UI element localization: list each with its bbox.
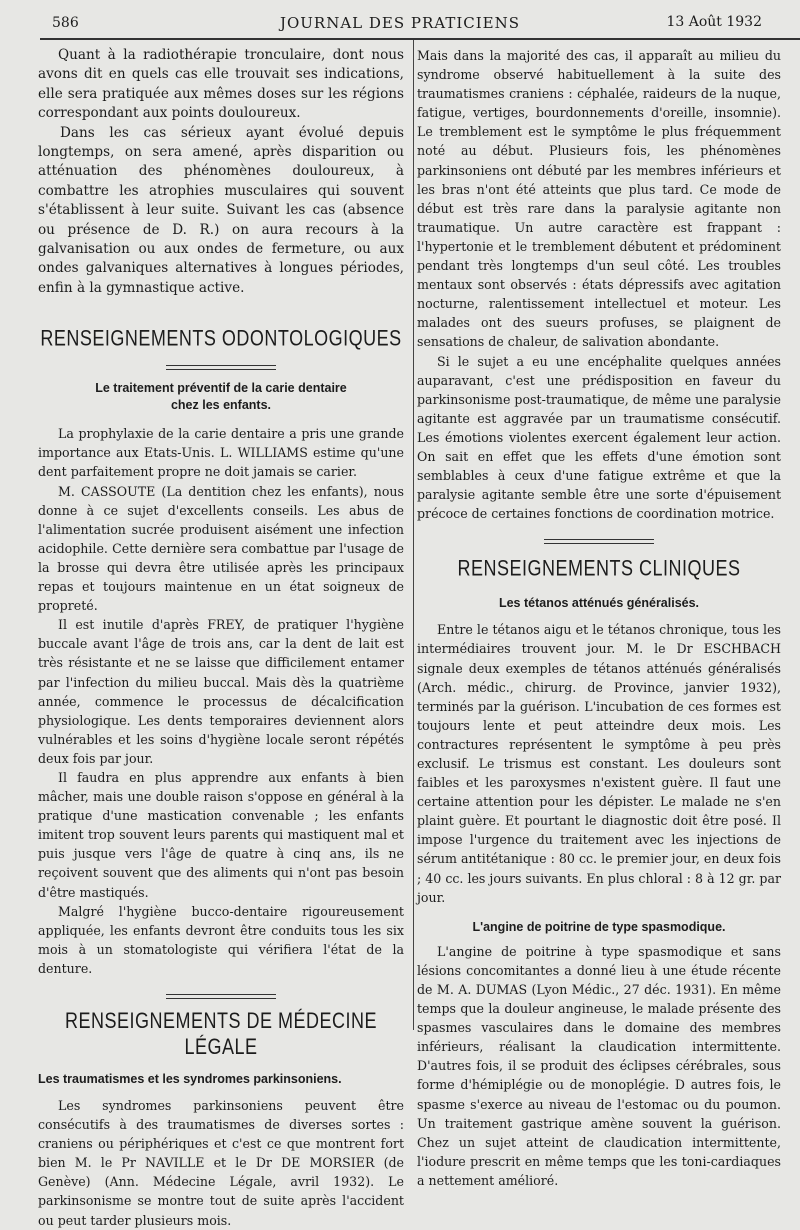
article-heading: Le traitement préventif de la carie dentaire — [95, 381, 347, 396]
section-heading: RENSEIGNEMENTS CLINIQUES — [457, 555, 741, 581]
paragraph: Si le sujet a eu une encéphalite quelques années auparavant, c'est une prédisposition en faveur du parkinsonisme post-traumatique, de même une paralysie agitante est aggravée par un traumatisme consécutif. Les émotions violentes exercent également leur action. On sait en effet que les effets d'une émotion sont semblables à ceux d'une fatigue extrême et que la paralysie agitante semble être une sorte d'épuisement précoce de certaines fonctions de coordination motrice. — [417, 353, 781, 522]
paragraph: Les syndromes parkinsoniens peuvent être consécutifs à des traumatismes de diverses sortes : craniens ou périphériques et c'est ce que montrent fort bien M. le Pr NAVILLE et le Dr DE MORSIER (de Genève) (Ann. Médecine Légale, avril 1932). Le parkinsonisme se montre tout de suite après l'accident ou peut tarder plusieurs mois. — [38, 1098, 404, 1228]
issue-date: 13 Août 1932 — [666, 14, 762, 30]
page-header — [0, 0, 800, 40]
paragraph: Entre le tétanos aigu et le tétanos chronique, tous les intermédiaires trouvent jour. M. le Dr ESCHBACH signale deux exemples de tétanos atténués généralisés (Arch. médic., chirurg. de Province, janvier 1932), terminés par la guérison. L'incubation de ces formes est toujours lente et peut atteindre deux mois. Les contractures représentent le symptôme à peu près exclusif. Le trismus est constant. Les douleurs sont faibles et les paroxysmes n'existent guère. Il faut une certaine attention pour les dépister. Le malade ne s'en plaint guère. Et pourtant le diagnostic doit être posé. Il impose l'urgence du traitement avec les injections de sérum antitétanique : 80 cc. le premier jour, en deux fois ; 40 cc. les jours suivants. En plus chloral : 8 à 12 gr. par jour. — [417, 622, 781, 905]
left-column — [38, 46, 404, 1230]
paragraph: L'angine de poitrine à type spasmodique et sans lésions concomitantes a donné lieu à une étude récente de M. A. DUMAS (Lyon Médic., 27 déc. 1931). En même temps que la douleur angineuse, le malade présente des spasmes vasculaires dans le domaine des membres inférieurs, réalisant la claudication intermittente. D'autres fois, il se produit des éclipses cérébrales, sous forme d'hémiplégie ou de monoplégie. D autres fois, le spasme s'exerce au niveau de l'estomac ou du poumon. Un traitement gastrique amène souvent la guérison. Chez un sujet atteint de claudication intermittente, l'iodure prescrit en même temps que les toni-cardiaques a nettement amélioré. — [417, 943, 781, 1188]
section-heading: RENSEIGNEMENTS DE MÉDECINE LÉGALE — [64, 1007, 378, 1059]
paragraph: Dans les cas sérieux ayant évolué depuis longtemps, on sera amené, après disparition ou atténuation des phénomènes douloureux, à combattre les atrophies musculaires qui souvent s'établissent à leur suite. Suivant les cas (absence ou présence de D. R.) on aura recours à la galvanisation ou aux ondes de fermeture, ou aux ondes galvaniques alternatives à longues périodes, enfin à la gymnastique active. — [38, 124, 404, 296]
section-heading: RENSEIGNEMENTS ODONTOLOGIQUES — [40, 325, 402, 351]
column-divider — [413, 40, 414, 1030]
article-heading: Les tétanos atténués généralisés. — [498, 596, 700, 611]
right-column — [417, 46, 781, 1190]
journal-title: JOURNAL DES PRATICIENS — [279, 14, 521, 32]
paragraph: Il est inutile d'après FREY, de pratiquer l'hygiène buccale avant l'âge de trois ans, car la dent de lait est très résistante et ne se laisse que difficilement entamer par l'infection du milieu buccal. Mais dès la quatrième année, commence le processus de décalcification physiologique. Les dents temporaires deviennent alors vulnérables et les soins d'hygiène locale seront répétés deux fois par jour. — [38, 617, 404, 766]
paragraph: Quant à la radiothérapie tronculaire, dont nous avons dit en quels cas elle trouvait ses indications, elle sera pratiquée aux mêmes doses sur les régions correspondant aux points douloureux. — [38, 47, 404, 122]
paragraph: La prophylaxie de la carie dentaire a pris une grande importance aux Etats-Unis. L. WILLIAMS estime qu'une dent parfaitement propre ne doit jamais se carier. — [38, 426, 404, 480]
article-heading: Les traumatismes et les syndromes parkinsoniens. — [38, 1072, 342, 1086]
paragraph: Il faudra en plus apprendre aux enfants à bien mâcher, mais une double raison s'oppose en général à la pratique d'une mastication convenable ; les enfants imitent trop souvent leurs parents qui mastiquent mal et puis jusque vers l'âge de quatre à cinq ans, ils ne reçoivent souvent que des aliments qui n'ont pas besoin d'être mastiqués. — [38, 769, 404, 900]
article-heading: chez les enfants. — [170, 398, 272, 413]
paragraph: M. CASSOUTE (La dentition chez les enfants), nous donne à ce sujet d'excellents conseils. Les abus de l'alimentation sucrée produisent aisément une infection acidophile. Cette dernière sera combattue par l'usage de la brosse qui devra être utilisée après les principaux repas et toujours maintenue en un état soigneux de propreté. — [38, 483, 404, 614]
header-rule — [40, 38, 800, 40]
paragraph: Malgré l'hygiène bucco-dentaire rigoureusement appliquée, les enfants devront être conduits tous les six mois à un stomatologiste qui vérifiera l'état de la denture. — [38, 903, 404, 976]
paragraph: Mais dans la majorité des cas, il apparaît au milieu du syndrome observé habituellement à la suite des traumatismes craniens : céphalée, raideurs de la nuque, fatigue, vertiges, bourdonnements d'oreille, insomnie). Le tremblement est le symptôme le plus fréquemment noté au début. Plusieurs fois, les phénomènes parkinsoniens ont débuté par les membres inférieurs et les bras n'ont été atteints que plus tard. Ce mode de début est très rare dans la paralysie agitante non traumatique. Un autre caractère est frappant : l'hypertonie et le tremblement débutent et prédominent pendant très longtemps d'un seul côté. Les troubles mentaux sont observés : états dépressifs avec agitation nocturne, ralentissement intellectuel et moteur. Les malades ont des sueurs profuses, se plaignent de sensations de chaleur, de salivation abondante. — [417, 48, 781, 350]
article-heading: L'angine de poitrine de type spasmodique. — [472, 919, 726, 934]
page-number: 586 — [52, 15, 79, 31]
